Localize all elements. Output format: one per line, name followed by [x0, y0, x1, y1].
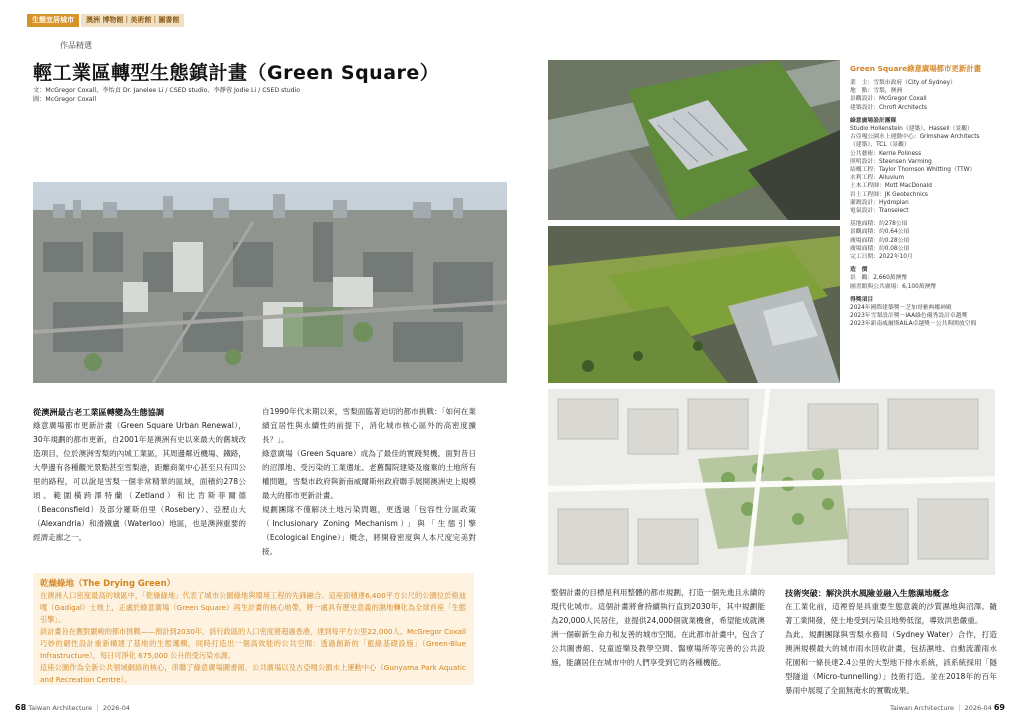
sidebar-line: 景觀面積：約0.64公頃 [850, 229, 910, 236]
project-info-sidebar [850, 64, 990, 329]
photo-green-park [548, 226, 840, 383]
sidebar-line: 廣場面積：約0.08公頃 [850, 245, 910, 252]
tab-primary: 生態宜居城市 [27, 14, 79, 27]
sidebar-line: 水利工程：Alluvium [850, 175, 905, 182]
sidebar-title: Green Square綠意廣場都市更新計畫 [850, 64, 981, 73]
page-title: 輕工業區轉型生態鎮計畫（Green Square） [33, 62, 440, 84]
sidebar-group-heading: 綠意廣場設計團隊 [850, 117, 897, 124]
drying-green-heading: 乾燥綠地（The Drying Green） [40, 579, 176, 589]
column-4-paragraph-1: 在工業化前，這裡曾是具重要生態意義的沙質濕地與沼澤。隨著工業開發，使土地受到污染且地勢低窪，導致洪患嚴重。 [785, 602, 997, 625]
sidebar-line: 景觀設計：McGregor Coxall [850, 96, 927, 103]
column-3-paragraph: 整個計畫的目標是利用整體的都市規劃，打造一個先進且永續的現代化城市。這個計畫將會持續執行直到2030年，其中規劃能為20,000人民居住，並提供24,000個就業機會，希望能成就澳洲一個嶄新生命力和友善的城市空間。在此都市計畫中，包含了公共圖書館、兒童遊樂及教學空間、醫療場所等完善的公共設施，能讓居住在城市中的人們享受到它的各種機能。 [551, 588, 765, 667]
sidebar-line: 結構工程：Taylor Thomson Whitting（TTW） [850, 167, 976, 174]
sidebar-line: 廣場面積：約0.28公頃 [850, 237, 910, 244]
column-4-heading: 技術突破：解決洪水風險並融入生態濕地概念 [785, 588, 949, 598]
column-4-paragraph-2: 為此，規劃團隊與雪梨水務局（Sydney Water）合作，打造澳洲規模最大的城市雨水回收計畫，包括濕地、自動流灌雨水花園和一條長達2.4公里的大型地下排水系統，該系統採用「隧型隧道（Micro-tunnelling）」技術打造。並在2018年的百年暴雨中展現了全面無淹水的實戰成果。 [785, 630, 997, 695]
header-tabs [27, 14, 184, 27]
drying-green-paragraph-3: 這座公園作為全新公共領域網絡的核心，串聯了綠意廣場圖書館、公共廣場以及古亞嘎公園水上運動中心（Gunyama Park Aquatic and Recreation Centre）。 [40, 663, 466, 684]
column-3 [551, 586, 765, 670]
sidebar-line: 建築設計：Chrofi Architects [850, 104, 928, 111]
sidebar-line: 岩土工程師：JK Geotechnics [850, 191, 928, 198]
sidebar-line: 灌溉設計：Hydroplan [850, 199, 909, 206]
column-2-paragraph-3: 規劃團隊不僅解決土地污染問題，更透過「包容性分區政策（Inclusionary Zoning Mechanism）」與「生態引擎（Ecological Engine）」概念，將開發密度與人本尺度完美對接。 [262, 505, 476, 556]
aerial-city-illustration [33, 182, 507, 383]
credits-author: 文：McGregor Coxall、李怡貞 Dr. Janelee Li / CSED studio、李靜蓉 Jodie Li / CSED studio [33, 87, 301, 94]
sidebar-line: 圖書館與公共廣場：6,100萬澳幣 [850, 283, 937, 290]
photo-rooftop-park [548, 60, 840, 220]
footer-left [15, 703, 130, 712]
sidebar-group-area [850, 220, 990, 261]
sidebar-line: 基地面積：約278公頃 [850, 221, 908, 228]
sidebar-line: 公共藝術：Kerrie Poliness [850, 150, 922, 157]
page-number-right: 69 [993, 703, 1005, 712]
sidebar-line: 景 觀：2,660萬澳幣 [850, 275, 908, 282]
sidebar-group-cost [850, 266, 990, 291]
footer-right-text: Taiwan Architecture ｜ 2026-04 [890, 704, 992, 712]
sidebar-line: 2023年雪梨設計獎－IAA綠色優秀設計卓越獎 [850, 313, 968, 320]
drying-green-body [40, 590, 466, 686]
sidebar-line: Studio Hollenstein（建築）、Hassell（景觀） [850, 126, 973, 133]
column-2-paragraph-1: 自1990年代末期以來，雪梨面臨著迫切的都市挑戰：「如何在業績宜居性與永續性的前提下，消化城市核心區外的高密度擴長？」。 [262, 407, 476, 444]
column-2 [262, 405, 476, 559]
credits-image: 圖：McGregor Coxall [33, 96, 97, 103]
column-4 [785, 586, 997, 698]
column-2-paragraph-2: 綠意廣場（Green Square）成為了最佳的實踐契機，面對昔日的沼澤地、受污染的工業遺址、老舊醫院建築及廢棄的土地所有權問題，雪梨市政府與新南威爾斯州政府聯手展開澳洲史上規模最大的都市更新計畫。 [262, 449, 476, 500]
sidebar-group-heading: 得獎項目 [850, 296, 874, 303]
sidebar-line: 電氣設計：Transelect [850, 208, 909, 215]
credits [33, 86, 493, 104]
sidebar-line: 土木工程師：Mott MacDonald [850, 183, 932, 190]
sidebar-group-team [850, 117, 990, 215]
column-1 [33, 405, 246, 545]
section-label: 作品精選 [60, 41, 92, 50]
sidebar-line: 2023年新南威爾斯AILA卓越獎－公共與開放空間 [850, 321, 977, 328]
column-1-heading: 從澳洲最古老工業區轉變為生態協調 [33, 407, 165, 417]
sidebar-group-awards [850, 296, 990, 329]
tab-secondary: 澳洲 博物館｜美術館｜圖書館 [81, 14, 184, 27]
sidebar-line: 照明設計：Steensen Varming [850, 158, 932, 165]
sidebar-group-owner [850, 79, 990, 112]
site-masterplan [548, 389, 995, 575]
sidebar-line: 2024年國際建築獎－芝加哥雅典娜神殿 [850, 305, 952, 312]
hero-aerial-photo [33, 182, 507, 383]
drying-green-paragraph-1: 在澳洲人口密度最高的城區中，「乾燥綠地」代表了城市公園綠地與環境工程的先鋒融合。這座面積達6,400平方公尺的公園位於格迪嘎（Gadigal）土地上，正處於綠意廣場（Green Square）再生計畫的核心地帶，將一處具有歷史意義的濕地轉化為全球首座「生態引擎」。 [40, 591, 466, 624]
sidebar-line: 古亞嘎公園水上運動中心：Grimshaw Architects（建築）、TCL（景觀） [850, 134, 980, 149]
footer-right [890, 703, 1005, 712]
column-1-paragraph: 綠意廣場都市更新計畫（Green Square Urban Renewal），30年規劃的都市更新，自2001年是澳洲有史以來最大的舊城改造項目，位於澳洲雪梨的內城工業區，其周邊鄰近機場、鐵路，大學邊有各種觀光景點甚至雪梨港，距離商業中心甚至只有四公里的路程，可以說是雪梨一個非常精華的區域，面積約278公頃。範圍橫跨澤特蘭（Zetland）和比肯斯菲爾德（Beaconsfield）及部分羅斯伯里（Rosebery）、亞歷山大（Alexandria）和滑鐵盧（Waterloo）地區，也是澳洲重要的經濟走廊之一。 [33, 421, 246, 542]
sidebar-line: 完工日期：2022年10月 [850, 254, 913, 261]
sidebar-line: 地 點：雪梨，澳洲 [850, 88, 903, 95]
footer-left-text: Taiwan Architecture ｜ 2026-04 [28, 704, 130, 712]
drying-green-paragraph-2: 該計畫旨在應對嚴峻的都市挑戰——預計到2030年，該行政區的人口密度將超過香港，達到每平方公里22,000人。McGregor Coxall 巧妙的韌性設計重新構建了基地的生態邏輯，同時打造出一個高效能的公共空間：透過創新的「藍綠基礎設施」（Green-Blue Infrastructure），每日可淨化 675,000 公升的受污染水源。 [40, 627, 466, 660]
page-number-left: 68 [15, 703, 27, 712]
sidebar-group-heading: 造 價 [850, 267, 868, 274]
sidebar-line: 業 主：雪梨市政府（City of Sydney） [850, 80, 956, 86]
